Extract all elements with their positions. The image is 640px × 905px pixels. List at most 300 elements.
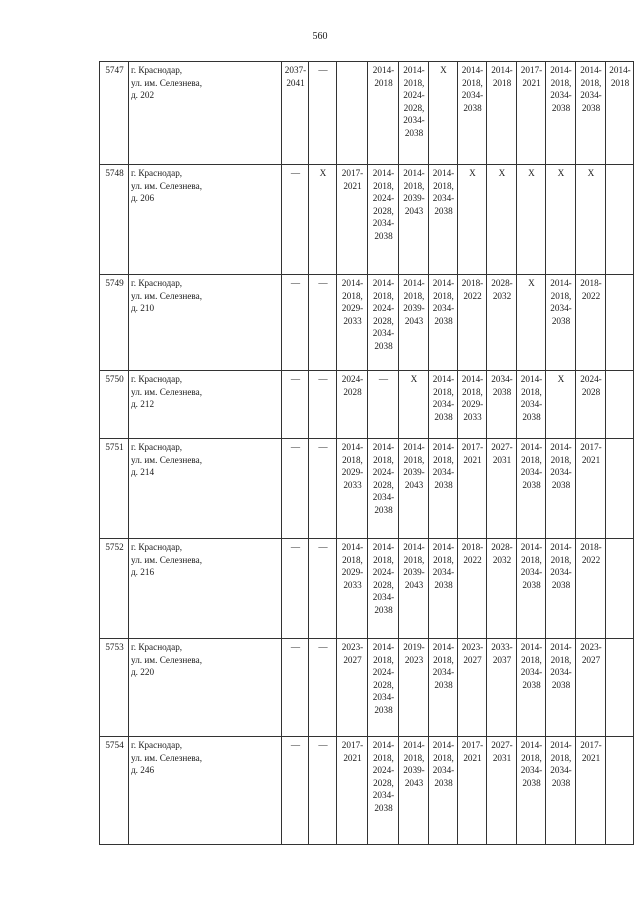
period-cell [337, 371, 368, 439]
page-number: 560 [312, 31, 328, 42]
period-line: 2018, [550, 290, 572, 301]
period-line: 2018, [433, 290, 454, 301]
period-line: 2014- [520, 642, 543, 652]
table-row [100, 539, 634, 639]
period-line: 2018, [373, 654, 394, 665]
address-line: ул. им. Селезнева, [131, 386, 203, 397]
address-cell [129, 62, 282, 165]
period-line: 2014- [550, 642, 572, 652]
period-cell [429, 539, 458, 639]
period-line: 2034- [520, 667, 543, 678]
period-line: 2034- [432, 567, 455, 578]
address-line: д. 246 [131, 765, 155, 776]
period-line: — [290, 642, 301, 652]
period-line: 2018, [580, 77, 602, 88]
address-line: г. Краснодар, [131, 168, 183, 178]
period-line: 2014- [550, 278, 572, 288]
period-line: 2034- [372, 328, 395, 339]
period-line: 2038 [434, 205, 453, 216]
period-line: 2034- [372, 492, 395, 503]
period-line: 2021 [522, 77, 541, 88]
period-line: 2033- [491, 642, 513, 652]
period-line: 2018, [433, 654, 454, 665]
period-line: 2018, [342, 554, 363, 565]
address-cell [129, 165, 282, 275]
period-line: 2017- [580, 442, 602, 452]
period-line: 2038 [551, 777, 571, 788]
period-line: 2034- [520, 567, 543, 578]
period-line: 2032 [492, 290, 512, 301]
period-cell [429, 371, 458, 439]
period-cell [309, 539, 337, 639]
period-cell [458, 165, 487, 275]
period-line: 2021 [463, 454, 482, 465]
period-line: 2017- [580, 740, 602, 750]
address-cell [129, 275, 282, 371]
period-cell [337, 62, 368, 165]
period-line: 2034- [550, 90, 572, 101]
address-line: д. 214 [131, 467, 155, 478]
period-line: 2014- [432, 542, 455, 552]
table-row [100, 62, 634, 165]
period-cell [282, 62, 309, 165]
period-line: 2027- [491, 442, 513, 452]
period-line: 2024- [341, 374, 364, 384]
period-line: 2038 [374, 340, 393, 351]
period-cell [458, 639, 487, 737]
period-cell [606, 439, 634, 539]
period-line: 2024- [372, 303, 395, 314]
row-number: 5750 [100, 371, 129, 439]
period-line: 2038 [434, 679, 453, 690]
period-line: 2028- [491, 542, 513, 552]
period-cell [399, 737, 429, 845]
period-cell [458, 62, 487, 165]
period-line: 2014- [372, 740, 395, 750]
period-line: 2018, [433, 386, 454, 397]
period-line: — [318, 278, 328, 288]
period-line: 2029- [461, 399, 484, 410]
period-line: 2034- [432, 193, 455, 204]
period-line: 2034- [520, 399, 543, 410]
period-line: 2032 [492, 554, 512, 565]
address-line: ул. им. Селезнева, [131, 180, 203, 191]
period-line: 2014- [520, 542, 543, 552]
period-line: 2034- [491, 374, 513, 384]
period-cell [546, 371, 576, 439]
table-row [100, 639, 634, 737]
period-line: X [528, 278, 535, 288]
period-line: 2017- [520, 65, 543, 75]
period-line: 2014- [372, 168, 395, 178]
period-cell [576, 539, 606, 639]
period-cell [517, 539, 546, 639]
period-line: 2021 [343, 180, 362, 191]
period-line: 2028- [491, 278, 513, 288]
period-cell [282, 165, 309, 275]
address-line: ул. им. Селезнева, [131, 290, 203, 301]
period-line: 2043 [404, 777, 424, 788]
period-cell [282, 639, 309, 737]
period-cell [606, 275, 634, 371]
period-cell [429, 275, 458, 371]
period-line: 2034- [550, 765, 572, 776]
period-line: 2018 [492, 77, 512, 88]
period-line: 2027 [463, 654, 482, 665]
period-line: 2014- [550, 740, 572, 750]
period-line: 2018, [550, 654, 572, 665]
period-line: — [318, 65, 328, 75]
period-line: 2018 [610, 77, 630, 88]
period-line: 2029- [341, 467, 364, 478]
period-line: 2014- [403, 740, 425, 750]
period-cell [309, 275, 337, 371]
period-line: 2014- [403, 278, 425, 288]
period-cell [576, 275, 606, 371]
row-number: 5747 [100, 62, 129, 165]
period-line: 2014- [580, 65, 602, 75]
period-cell [546, 737, 576, 845]
period-line: 2043 [404, 479, 424, 490]
period-line: 2027 [343, 654, 362, 665]
period-cell [429, 165, 458, 275]
period-line: — [290, 442, 301, 452]
period-line: 2014- [461, 374, 484, 384]
address-line: д. 206 [131, 193, 155, 204]
period-line: 2014- [609, 65, 631, 75]
period-line: 2023- [580, 642, 602, 652]
period-cell [282, 539, 309, 639]
period-cell [458, 439, 487, 539]
period-cell [487, 165, 517, 275]
period-line: 2028 [581, 386, 601, 397]
table-row [100, 439, 634, 539]
period-line: X [528, 168, 535, 178]
period-line: 2014- [550, 542, 572, 552]
period-line: 2038 [551, 315, 571, 326]
address-line: г. Краснодар, [131, 740, 183, 750]
period-line: 2014- [403, 168, 425, 178]
period-cell [487, 275, 517, 371]
row-number: 5748 [100, 165, 129, 275]
address-line: ул. им. Селезнева, [131, 77, 203, 88]
period-line: 2024- [372, 567, 395, 578]
period-line: 2034- [550, 667, 572, 678]
address-line: ул. им. Селезнева, [131, 554, 203, 565]
period-line: 2018, [373, 454, 394, 465]
period-line: 2034- [580, 90, 602, 101]
period-line: 2038 [522, 579, 541, 590]
period-cell [337, 165, 368, 275]
period-line: 2024- [372, 467, 395, 478]
period-line: 2038 [522, 411, 541, 422]
period-line: 2024- [580, 374, 602, 384]
period-line: 2018, [433, 180, 454, 191]
period-line: 2033 [343, 479, 362, 490]
period-line: 2018- [461, 278, 484, 288]
period-line: 2018, [373, 290, 394, 301]
period-line: 2014- [341, 278, 364, 288]
period-line: 2018, [550, 454, 572, 465]
period-line: 2033 [343, 315, 362, 326]
period-line: 2038 [551, 579, 571, 590]
period-line: 2023- [341, 642, 364, 652]
period-line: 2018, [462, 77, 483, 88]
period-cell [337, 275, 368, 371]
period-cell [546, 639, 576, 737]
period-line: 2038 [374, 230, 393, 241]
period-line: 2027 [581, 654, 601, 665]
period-cell [429, 62, 458, 165]
period-cell [368, 539, 399, 639]
period-cell [399, 371, 429, 439]
period-line: 2018, [403, 554, 425, 565]
period-line: 2038 [551, 102, 571, 113]
period-line: 2028, [373, 579, 394, 590]
period-cell [429, 737, 458, 845]
period-cell [309, 62, 337, 165]
period-line: 2041 [286, 77, 305, 88]
table-row [100, 737, 634, 845]
period-line: 2018- [580, 278, 602, 288]
period-line: 2014- [461, 65, 484, 75]
period-line: 2014- [403, 65, 425, 75]
period-line: 2031 [492, 752, 512, 763]
table-row [100, 371, 634, 439]
period-line: 2038 [434, 579, 453, 590]
period-line: 2014- [372, 542, 395, 552]
address-line: г. Краснодар, [131, 278, 183, 288]
period-line: 2038 [551, 679, 571, 690]
period-line: 2038 [492, 386, 512, 397]
period-line: 2038 [463, 102, 482, 113]
period-line: 2018, [403, 290, 425, 301]
period-cell [487, 737, 517, 845]
period-line: — [318, 442, 328, 452]
period-line: 2034- [550, 567, 572, 578]
period-line: 2038 [581, 102, 601, 113]
period-cell [606, 62, 634, 165]
period-line: 2039- [403, 467, 425, 478]
period-line: — [290, 278, 301, 288]
address-line: г. Краснодар, [131, 642, 183, 652]
period-line: 2034- [432, 765, 455, 776]
period-line: 2018, [550, 77, 572, 88]
period-line: 2043 [404, 315, 424, 326]
period-line: 2018, [373, 554, 394, 565]
period-line: — [290, 374, 301, 384]
period-cell [487, 639, 517, 737]
address-line: г. Краснодар, [131, 65, 183, 75]
period-cell [337, 639, 368, 737]
period-line: 2021 [581, 752, 601, 763]
period-line: 2018, [462, 386, 483, 397]
period-cell [282, 737, 309, 845]
row-number: 5749 [100, 275, 129, 371]
address-cell [129, 539, 282, 639]
period-line: 2038 [374, 704, 393, 715]
period-cell [368, 737, 399, 845]
period-line: 2018- [461, 542, 484, 552]
period-line: 2038 [374, 604, 393, 615]
period-line: 2018, [373, 180, 394, 191]
period-line: X [557, 168, 565, 178]
period-line: 2027- [491, 740, 513, 750]
period-line: 2014- [491, 65, 513, 75]
period-line: 2018, [433, 454, 454, 465]
period-cell [399, 165, 429, 275]
period-line: 2014- [341, 442, 364, 452]
period-line: 2018 [374, 77, 393, 88]
period-line: 2038 [434, 411, 453, 422]
period-line: 2043 [404, 579, 424, 590]
period-line: 2018, [521, 454, 542, 465]
period-line: 2022 [581, 554, 601, 565]
period-line: 2034- [372, 692, 395, 703]
period-line: 2029- [341, 303, 364, 314]
period-line: 2028, [373, 679, 394, 690]
period-line: 2038 [522, 679, 541, 690]
period-line: 2034- [372, 218, 395, 229]
period-line: 2038 [434, 479, 453, 490]
period-line: 2038 [522, 479, 541, 490]
address-line: д. 216 [131, 567, 155, 578]
address-line: д. 212 [131, 399, 155, 410]
period-cell [337, 539, 368, 639]
period-line: 2024- [372, 667, 395, 678]
period-cell [546, 439, 576, 539]
address-line: д. 202 [131, 90, 155, 101]
period-cell [309, 371, 337, 439]
period-cell [282, 275, 309, 371]
period-line: 2039- [403, 193, 425, 204]
period-line: 2018, [403, 77, 425, 88]
period-cell [368, 639, 399, 737]
period-line: 2018, [521, 654, 542, 665]
period-line: X [410, 374, 418, 384]
period-cell [576, 165, 606, 275]
period-line: 2038 [374, 504, 393, 515]
period-cell [487, 62, 517, 165]
period-line: 2014- [520, 374, 543, 384]
period-line: 2028, [403, 102, 425, 113]
period-cell [606, 539, 634, 639]
period-line: 2014- [432, 168, 455, 178]
period-line: 2024- [372, 765, 395, 776]
period-line: 2018, [433, 752, 454, 763]
period-line: 2038 [404, 127, 424, 138]
period-cell [399, 539, 429, 639]
period-line: 2034- [461, 90, 484, 101]
period-line: 2014- [520, 740, 543, 750]
schedule-table [99, 61, 634, 845]
period-line: 2014- [403, 542, 425, 552]
period-line: 2014- [403, 442, 425, 452]
period-cell [487, 539, 517, 639]
period-cell [368, 165, 399, 275]
period-line: 2024- [403, 90, 425, 101]
period-line: 2018, [550, 554, 572, 565]
period-cell [606, 165, 634, 275]
period-line: X [587, 168, 595, 178]
period-cell [399, 62, 429, 165]
period-cell [487, 371, 517, 439]
period-cell [399, 639, 429, 737]
period-line: 2022 [463, 554, 482, 565]
period-line: 2034- [550, 467, 572, 478]
period-line: — [318, 542, 328, 552]
period-cell [458, 737, 487, 845]
period-line: 2034- [432, 303, 455, 314]
period-line: 2029- [341, 567, 364, 578]
period-cell [337, 737, 368, 845]
period-cell [517, 439, 546, 539]
row-number: 5753 [100, 639, 129, 737]
period-line: 2034- [432, 399, 455, 410]
period-line: 2033 [343, 579, 362, 590]
period-line: 2022 [463, 290, 482, 301]
period-cell [576, 737, 606, 845]
period-cell [576, 62, 606, 165]
period-line: 2018, [342, 454, 363, 465]
period-line: 2017- [341, 740, 364, 750]
period-cell [458, 539, 487, 639]
period-line: 2018, [550, 752, 572, 763]
period-cell [368, 275, 399, 371]
period-line: 2039- [403, 303, 425, 314]
period-line: 2018, [521, 386, 542, 397]
period-line: 2038 [434, 315, 453, 326]
address-line: г. Краснодар, [131, 542, 183, 552]
period-line: 2014- [432, 740, 455, 750]
period-line: X [557, 374, 565, 384]
period-line: 2034- [372, 592, 395, 603]
period-line: 2014- [372, 442, 395, 452]
period-line: — [290, 168, 301, 178]
period-cell [458, 371, 487, 439]
period-line: X [498, 168, 506, 178]
period-line: 2038 [522, 777, 541, 788]
period-line: 2014- [372, 278, 395, 288]
period-cell [546, 539, 576, 639]
period-line: 2017- [461, 740, 484, 750]
period-cell [576, 371, 606, 439]
period-cell [606, 371, 634, 439]
address-line: д. 220 [131, 667, 155, 678]
period-line: 2039- [403, 765, 425, 776]
address-cell [129, 439, 282, 539]
period-line: 2038 [374, 802, 393, 813]
table-row [100, 165, 634, 275]
period-line: — [378, 374, 389, 384]
address-cell [129, 371, 282, 439]
period-line: 2028, [373, 777, 394, 788]
period-cell [368, 439, 399, 539]
period-cell [546, 275, 576, 371]
period-cell [282, 439, 309, 539]
period-line: 2034- [432, 667, 455, 678]
period-line: 2017- [341, 168, 364, 178]
period-line: 2033 [463, 411, 482, 422]
period-cell [606, 737, 634, 845]
address-line: ул. им. Селезнева, [131, 654, 203, 665]
period-line: 2018- [580, 542, 602, 552]
period-cell [309, 639, 337, 737]
period-line: 2014- [520, 442, 543, 452]
address-line: д. 210 [131, 303, 155, 314]
period-line: 2028, [373, 205, 394, 216]
period-line: 2021 [343, 752, 362, 763]
